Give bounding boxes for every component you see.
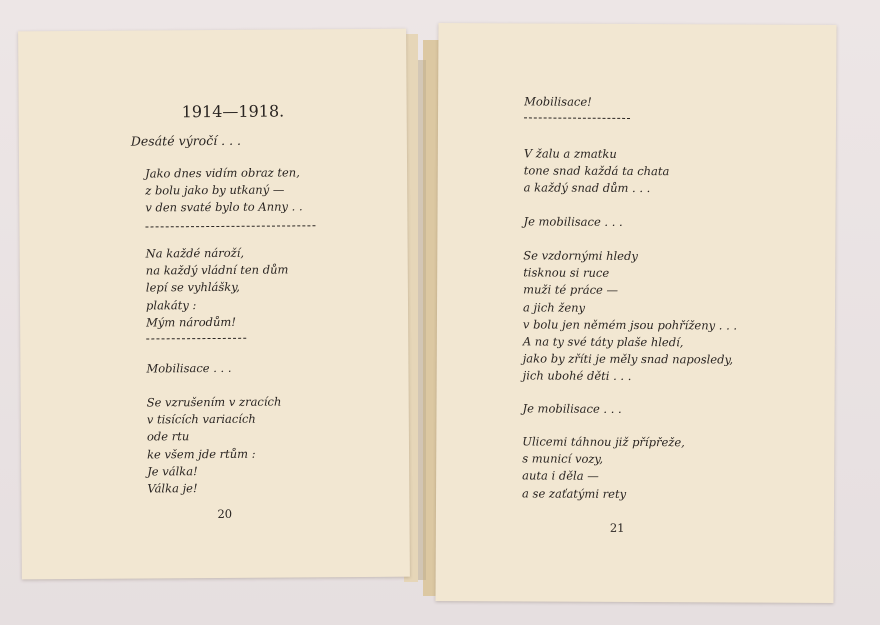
verse-line: ode rtu [146,429,190,444]
right-stanza-3 [523,213,622,231]
verse-line: v den svaté bylo to Anny . . [145,199,303,215]
left-stanza-1 [145,164,303,217]
verse-line: Se vzdornými hledy [523,248,638,264]
verse-line: V žalu a zmatku [523,146,617,161]
verse-line: Mým národům! [146,314,236,330]
dash-separator [145,225,315,227]
verse-line: Je mobilisace . . . [523,214,623,229]
page-number: 21 [609,520,625,535]
verse-line: Ulicemi táhnou již přípřeže, [522,434,685,450]
left-stanza-2 [146,244,289,331]
verse-line: na každý vládní ten dům [145,262,289,278]
verse-line: Jako dnes vidím obraz ten, [145,165,300,181]
left-page [18,29,410,580]
verse-line: a se zaťatými rety [522,486,627,501]
right-stanza-2 [524,145,670,197]
verse-line: Mobilisace! [524,94,592,109]
right-stanza-4 [523,247,738,386]
verse-line: tisknou si ruce [523,265,610,281]
dash-separator [524,117,630,119]
verse-line: tone snad každá ta chata [523,163,670,179]
verse-line: Mobilisace . . . [146,360,232,376]
verse-line: v tisících variacích [146,411,256,427]
verse-line: Je válka! [147,463,198,479]
page-heading: 1914—1918. [181,101,285,122]
verse-line: lepí se vyhlášky, [145,280,240,295]
verse-line: jako by zříti je měly snad naposledy, [522,351,734,367]
verse-line: jich ubohé děti . . . [522,368,632,384]
verse-line: Je mobilisace . . . [522,401,622,416]
verse-line: ke všem jde rtům : [146,446,256,462]
dash-separator [146,338,246,340]
verse-line: a jich ženy [522,300,586,315]
left-stanza-3 [146,360,231,378]
left-stanza-4 [147,394,282,498]
verse-line: Se vzrušením v zracích [146,394,282,410]
verse-line: plakáty : [145,297,197,313]
right-stanza-1 [524,93,592,111]
book-spine [418,60,426,580]
verse-line: v bolu jen němém jsou pohříženy . . . [522,317,738,333]
poem-subtitle: Desáté výročí . . . [130,132,242,149]
verse-line: s municí vozy, [522,451,604,467]
verse-line: Na každé nároží, [145,245,245,261]
right-stanza-6 [522,433,685,503]
right-stanza-5 [522,400,621,418]
verse-line: z bolu jako by utkaný — [145,182,285,198]
right-page [435,23,836,603]
verse-line: muži té práce — [523,282,619,298]
verse-line: Válka je! [147,481,198,496]
page-number: 20 [217,506,233,521]
verse-line: A na ty své táty plaše hledí, [522,334,684,350]
verse-line: a každý snad dům . . . [523,180,651,196]
verse-line: auta i děla — [522,468,599,484]
